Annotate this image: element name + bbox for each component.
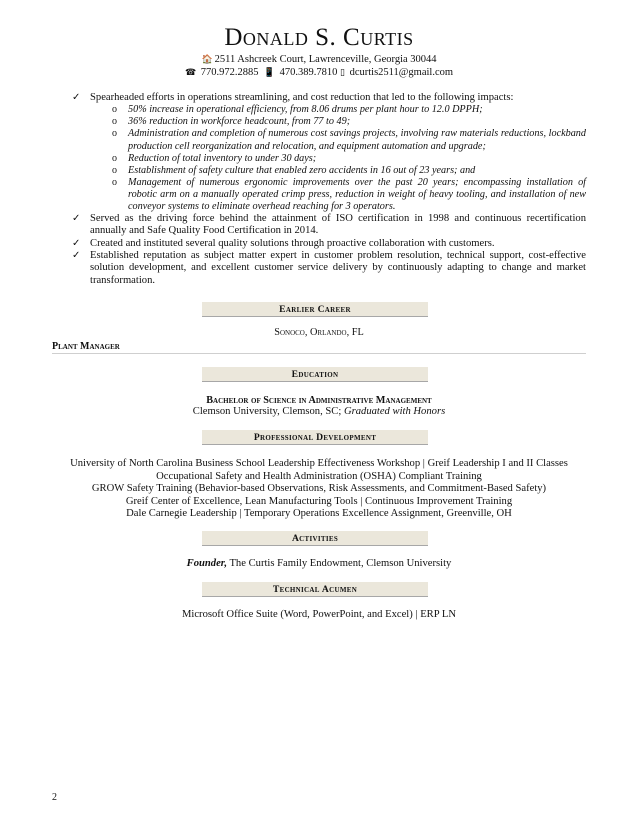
activity-org: The Curtis Family Endowment, Clemson University — [227, 558, 452, 569]
impact-text: Reduction of total inventory to under 30 days; — [128, 152, 317, 164]
activity-line — [0, 558, 638, 569]
checkmark-icon: ✓ — [72, 92, 81, 103]
achievement-text: Spearheaded efforts in operations streamlining, and cost reduction that led to the following impacts: — [90, 92, 514, 103]
phone-secondary: 470.389.7810 — [279, 67, 338, 78]
achievement-item — [72, 238, 586, 250]
impact-item — [72, 153, 586, 165]
job-title: Plant Manager — [52, 341, 120, 352]
checkmark-icon: ✓ — [72, 213, 81, 225]
impact-item — [72, 177, 586, 213]
honors: Graduated with Honors — [343, 406, 446, 417]
circle-bullet-icon: o — [112, 104, 117, 116]
achievement-item — [72, 250, 586, 287]
impact-item — [72, 128, 586, 152]
phone-icon: ☎ — [184, 67, 197, 77]
technical-skills: Microsoft Office Suite (Word, PowerPoint, and Excel) | ERP LN — [181, 609, 456, 620]
impact-item — [72, 104, 586, 116]
impact-text: Management of numerous ergonomic improvements over the past 20 years; encompassing installation of robotic arm on a manually operated crimp press, reduction in weight of heavy tooling, and installation of new conveyor systems to eliminate overhead reaching for 3 operators. — [128, 176, 586, 213]
impact-text: 36% reduction in workforce headcount, from 77 to 49; — [128, 116, 351, 128]
professional-development-heading: Professional Development — [202, 430, 428, 445]
technical-acumen-heading: Technical Acumen — [202, 582, 428, 597]
checkmark-icon: ✓ — [72, 237, 81, 249]
checkmark-icon: ✓ — [72, 250, 81, 262]
impact-text: 50% increase in operational efficiency, from 8.06 drums per plant hour to 12.0 DPPH; — [128, 104, 483, 116]
degree: Bachelor of Science in Administrative Management — [206, 395, 432, 406]
impact-item — [72, 116, 586, 128]
circle-bullet-icon: o — [112, 116, 117, 128]
achievement-item — [72, 213, 586, 238]
missing-glyph-icon: ▯ — [340, 67, 345, 77]
circle-bullet-icon: o — [112, 152, 117, 164]
education-heading: Education — [202, 367, 428, 382]
achievement-text: Served as the driving force behind the attainment of ISO certification in 1998 and continuous recertification annually and Safe Quality Food Certification in 2014. — [90, 213, 586, 237]
training-line: GROW Safety Training (Behavior-based Observations, Risk Assessments, and Commitment-Based Safety) — [91, 483, 547, 495]
impact-item — [72, 165, 586, 177]
mobile-phone-icon: 📱 — [263, 67, 275, 77]
achievements-list — [72, 92, 586, 287]
house-icon: 🏠 — [201, 54, 213, 64]
training-line: Greif Center of Excellence, Lean Manufacturing Tools | Continuous Improvement Training — [125, 495, 513, 507]
circle-bullet-icon: o — [112, 176, 117, 188]
achievement-item — [72, 92, 586, 104]
impact-sublist — [72, 104, 586, 213]
phone-primary: 770.972.2885 — [200, 67, 259, 78]
activity-role: Founder, — [186, 558, 227, 569]
contact-line — [0, 67, 638, 78]
circle-bullet-icon: o — [112, 128, 117, 140]
circle-bullet-icon: o — [112, 164, 117, 176]
email-address: dcurtis2511@gmail.com — [349, 67, 454, 78]
impact-text: Administration and completion of numerous cost savings projects, involving raw materials reductions, lockband production cell reorganization and relocation, and equipment automation and upgrade; — [128, 128, 586, 152]
address-text: 2511 Ashcreek Court, Lawrenceville, Georgia 30044 — [214, 54, 437, 65]
candidate-name: Donald S. Curtis — [224, 24, 414, 51]
activities-heading: Activities — [202, 531, 428, 546]
address-line — [0, 54, 638, 65]
earlier-career-heading: Earlier Career — [202, 302, 428, 317]
professional-development-list — [0, 458, 638, 521]
training-line: Dale Carnegie Leadership | Temporary Operations Excellence Assignment, Greenville, OH — [126, 508, 512, 520]
company-name: Sonoco, Orlando, FL — [274, 327, 364, 338]
school-line — [0, 406, 638, 417]
achievement-text: Established reputation as subject matter expert in customer problem resolution, technical support, cost-effective solution development, and excellent customer service delivery by continuously adapting to change and market transformation. — [90, 250, 586, 286]
achievement-text: Created and instituted several quality solutions through proactive collaboration with customers. — [90, 237, 495, 249]
training-line: University of North Carolina Business School Leadership Effectiveness Workshop | Greif Leadership I and II Classes — [70, 458, 568, 469]
school-name: Clemson University, Clemson, SC; — [192, 406, 344, 417]
impact-text: Establishment of safety culture that enabled zero accidents in 16 out of 23 years; and — [128, 164, 476, 176]
training-line: Occupational Safety and Health Administration (OSHA) Compliant Training — [156, 470, 482, 482]
page-number: 2 — [52, 792, 57, 803]
job-title-divider — [52, 353, 586, 354]
